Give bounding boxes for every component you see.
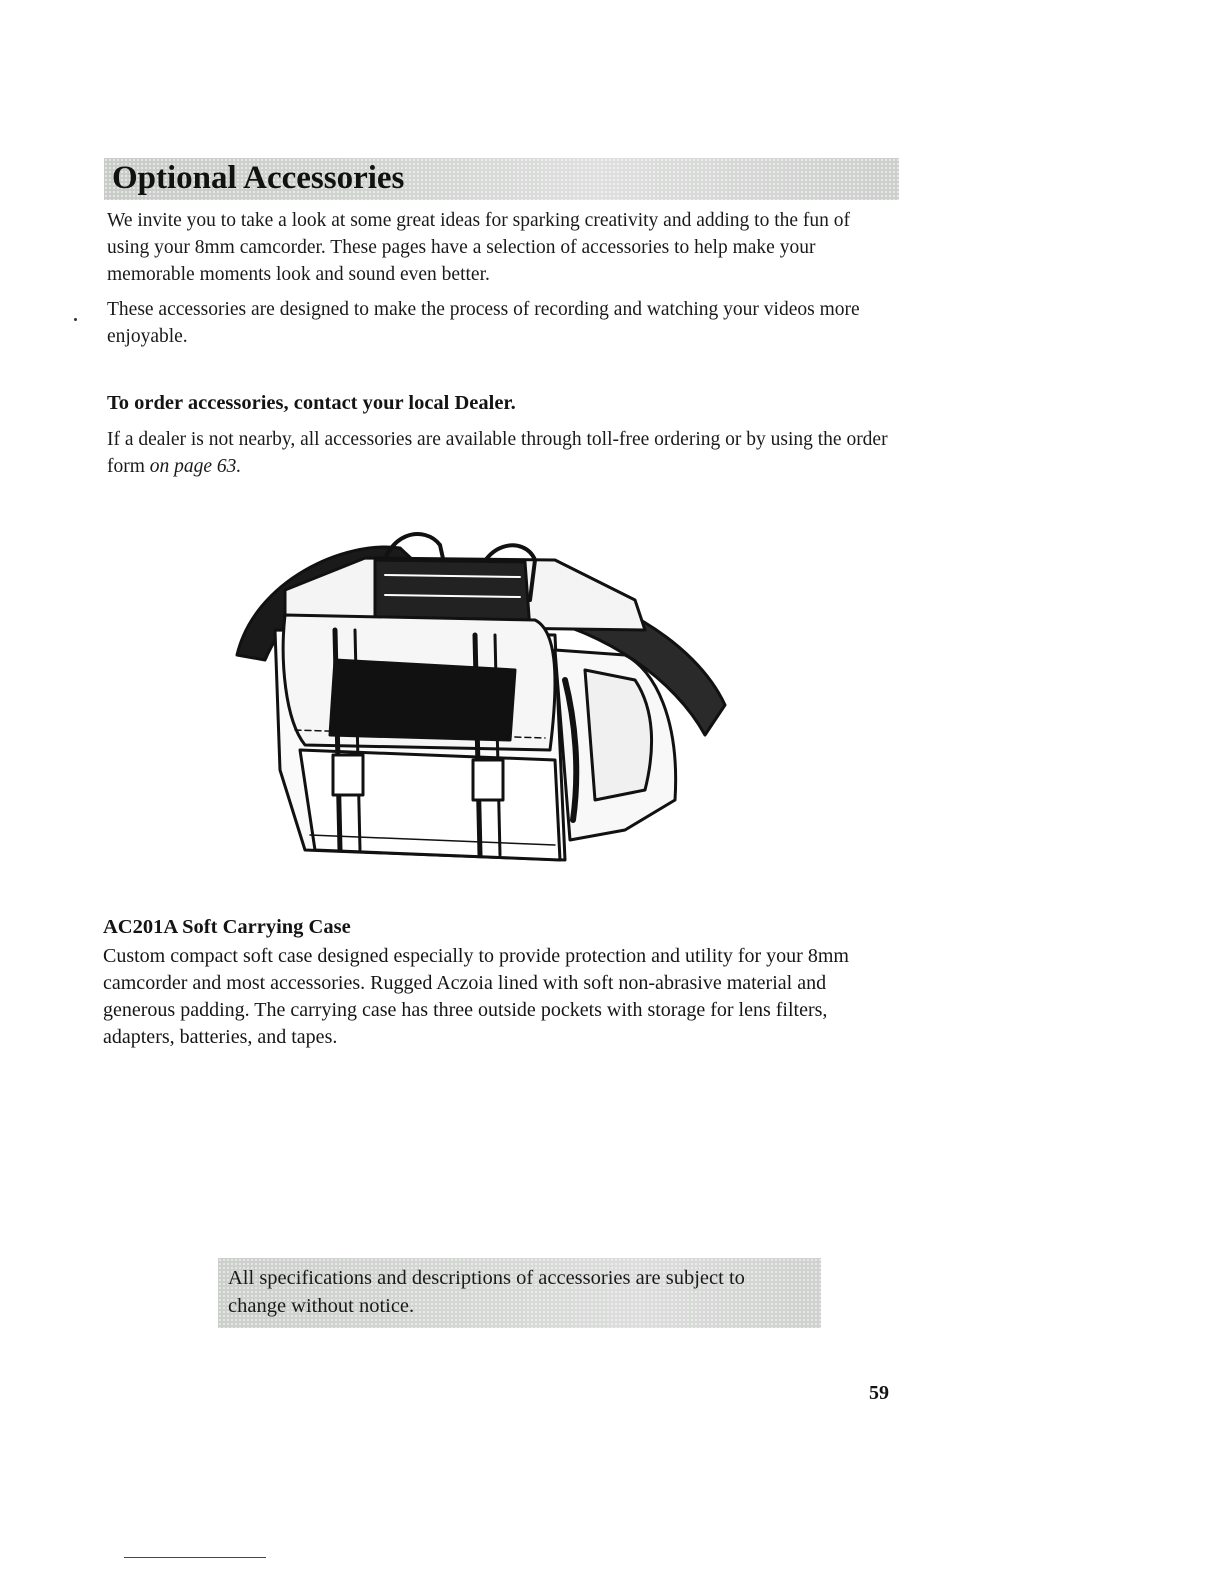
order-paragraph xyxy=(107,426,897,480)
order-text: If a dealer is not nearby, all accessories are available through toll-free ordering or by using the order form xyxy=(107,429,888,477)
footer-rule xyxy=(124,1557,266,1558)
notice-box xyxy=(218,1258,821,1328)
margin-dot xyxy=(74,318,77,321)
section-banner xyxy=(104,158,899,200)
carrying-case-illustration xyxy=(225,520,735,895)
page-number: 59 xyxy=(869,1382,889,1404)
notice-text: All specifications and descriptions of accessories are subject to change without notice. xyxy=(228,1267,745,1317)
intro-paragraph-1: We invite you to take a look at some great ideas for sparking creativity and adding to the fun of using your 8mm camcorder. These pages have a selection of accessories to help make your memorable moments look and sound even better. xyxy=(107,210,850,285)
intro-paragraph-2: These accessories are designed to make the process of recording and watching your videos more enjoyable. xyxy=(107,299,860,347)
order-heading: To order accessories, contact your local Dealer. xyxy=(107,392,516,414)
section-title: Optional Accessories xyxy=(112,160,405,196)
product-title: AC201A Soft Carrying Case xyxy=(103,916,351,938)
product-description: Custom compact soft case designed especially to provide protection and utility for your 8mm camcorder and most accessories. Rugged Aczoia lined with soft non-abrasive material and generous padding. The carrying case has three outside pockets with storage for lens filters, adapters, batteries, and tapes. xyxy=(103,945,849,1048)
page-reference-link[interactable]: on page 63. xyxy=(149,456,242,477)
